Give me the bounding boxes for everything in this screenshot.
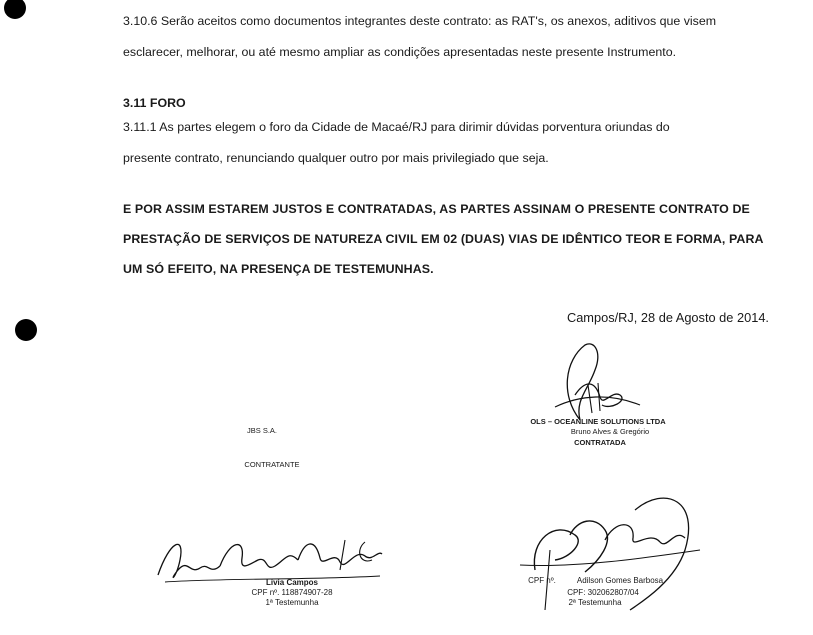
witness-2-name: Adilson Gomes Barbosa xyxy=(576,576,664,585)
witness-1-cpf: CPF nº. 118874907-28 xyxy=(251,588,333,597)
contratante-role: CONTRATANTE xyxy=(244,460,300,469)
contratada-role: CONTRATADA xyxy=(574,438,626,447)
closing-line-3: UM SÓ EFEITO, NA PRESENÇA DE TESTEMUNHAS. xyxy=(123,262,434,276)
date-line: Campos/RJ, 28 de Agosto de 2014. xyxy=(566,310,769,325)
punch-hole-middle xyxy=(15,319,37,341)
witness-1-name: Livia Campos xyxy=(265,578,318,587)
contratada-company: OLS – OCEANLINE SOLUTIONS LTDA xyxy=(530,417,666,426)
closing-line-2: PRESTAÇÃO DE SERVIÇOS DE NATUREZA CIVIL EM 02 (DUAS) VIAS DE IDÊNTICO TEOR E FORMA, PARA xyxy=(123,232,764,246)
closing-line-1: E POR ASSIM ESTAREM JUSTOS E CONTRATADAS, AS PARTES ASSINAM O PRESENTE CONTRATO DE xyxy=(123,202,750,216)
punch-hole-top xyxy=(4,0,26,19)
clause-3-10-6 xyxy=(123,6,768,68)
closing-statement xyxy=(123,194,768,284)
clause-3-11-1-line-2: presente contrato, renunciando qualquer outro por mais privilegiado que seja. xyxy=(123,151,549,165)
clause-3-10-6-line-2: esclarecer, melhorar, ou até mesmo ampliar as condições apresentadas neste presente Instrumento. xyxy=(123,45,677,59)
contratante-company: JBS S.A. xyxy=(246,426,277,435)
witness-2-cpf: CPF: 302062807/04 xyxy=(567,588,639,597)
contratada-representative: Bruno Alves & Gregório xyxy=(570,427,650,436)
witness-2-role: 2ª Testemunha xyxy=(568,598,622,607)
clause-3-11-1 xyxy=(123,112,768,174)
clause-3-10-6-line-1: 3.10.6 Serão aceitos como documentos integrantes deste contrato: as RAT's, os anexos, aditivos que visem xyxy=(123,14,717,28)
witness-2-cpf-prefix: CPF nº. xyxy=(528,576,556,585)
witness-1-role: 1ª Testemunha xyxy=(265,598,319,607)
clause-3-11-1-line-1: 3.11.1 As partes elegem o foro da Cidade de Macaé/RJ para dirimir dúvidas porventura oriundas do xyxy=(123,120,670,134)
section-heading-foro: 3.11 FORO xyxy=(123,96,186,110)
